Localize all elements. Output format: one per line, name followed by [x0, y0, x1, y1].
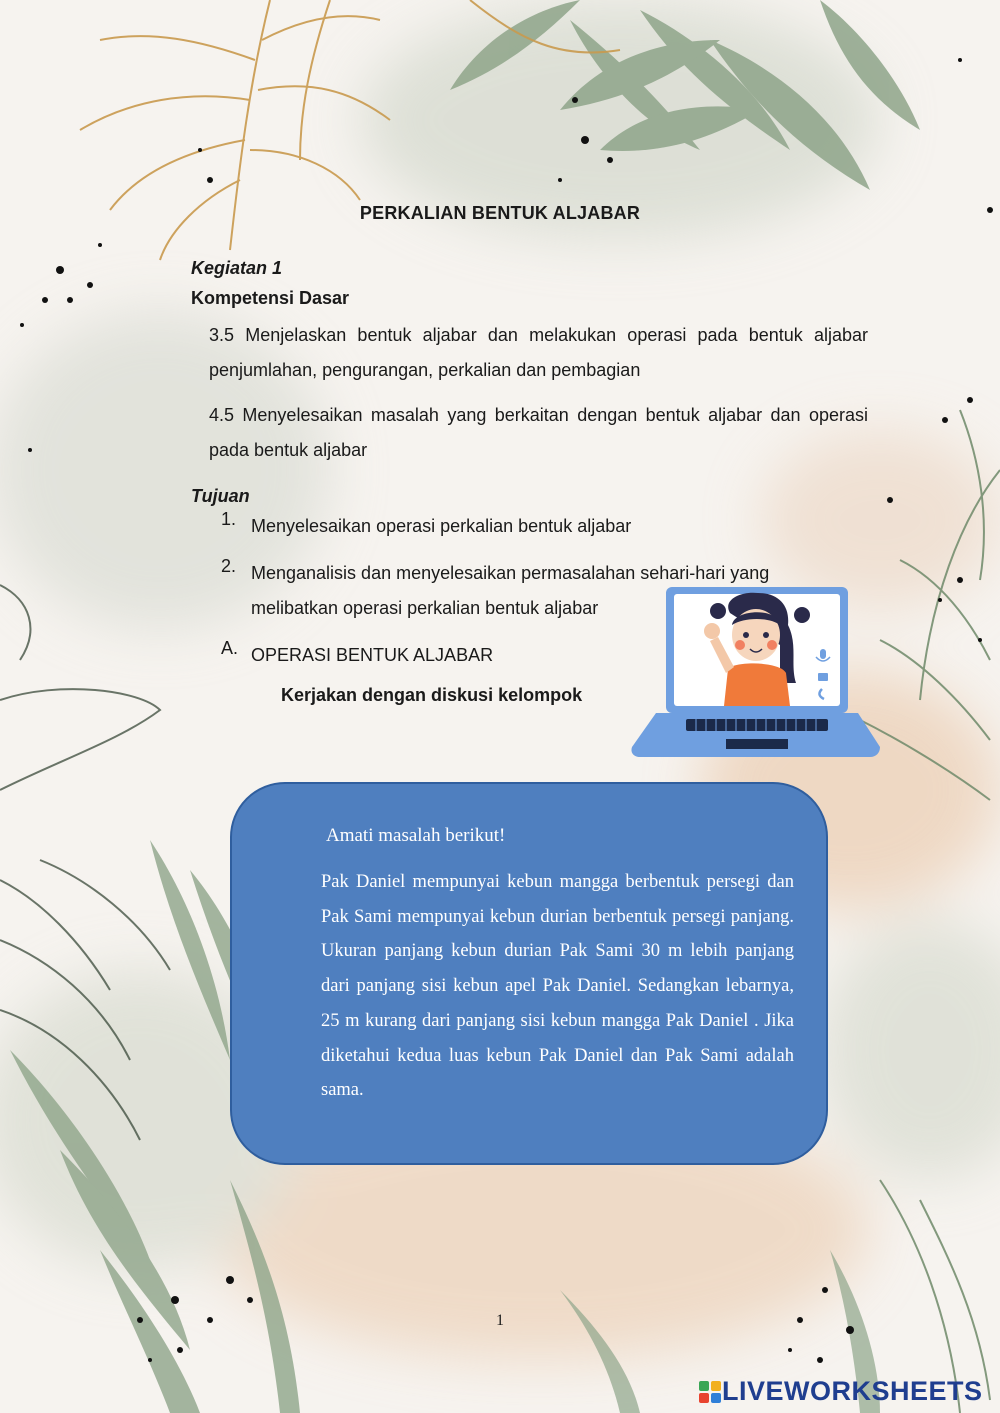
section-title: OPERASI BENTUK ALJABAR — [251, 645, 494, 665]
competence-item: 3.5 Menjelaskan bentuk aljabar dan melakukan operasi pada bentuk aljabar penjumlahan, pengurangan, perkalian dan pembagian — [209, 325, 868, 380]
goal-number: 2. — [221, 556, 237, 576]
goal-item: Menyelesaikan operasi perkalian bentuk aljabar — [251, 516, 632, 536]
instruction-text: Kerjakan dengan diskusi kelompok — [281, 685, 583, 705]
competence-heading: Kompetensi Dasar — [191, 288, 350, 308]
problem-heading: Amati masalah berikut! — [326, 825, 506, 846]
goal-item: Menganalisis dan menyelesaikan permasalahan sehari-hari yang melibatkan operasi perkalian bentuk aljabar — [251, 563, 770, 618]
competence-item: 4.5 Menyelesaikan masalah yang berkaitan dengan bentuk aljabar dan operasi pada bentuk aljabar — [209, 405, 868, 460]
document-title: PERKALIAN BENTUK ALJABAR — [359, 203, 641, 223]
activity-label: Kegiatan 1 — [191, 258, 283, 278]
section-letter: A. — [221, 638, 239, 658]
goals-heading: Tujuan — [191, 486, 250, 506]
goal-number: 1. — [221, 509, 237, 529]
problem-text: Pak Daniel mempunyai kebun mangga berbentuk persegi dan Pak Sami mempunyai kebun durian berbentuk persegi panjang. Ukuran panjang kebun durian Pak Sami 30 m lebih panjang dari panjang sisi kebun apel Pak Daniel. Sedangkan lebarnya, 25 m kurang dari panjang sisi kebun mangga Pak Daniel . Jika diketahui kedua luas kebun Pak Daniel dan Pak Sami adalah sama. — [321, 872, 794, 1101]
liveworksheets-logo-icon — [699, 1381, 721, 1403]
liveworksheets-brand[interactable]: LIVEWORKSHEETS — [722, 1376, 983, 1406]
page-number: 1 — [496, 1312, 504, 1329]
